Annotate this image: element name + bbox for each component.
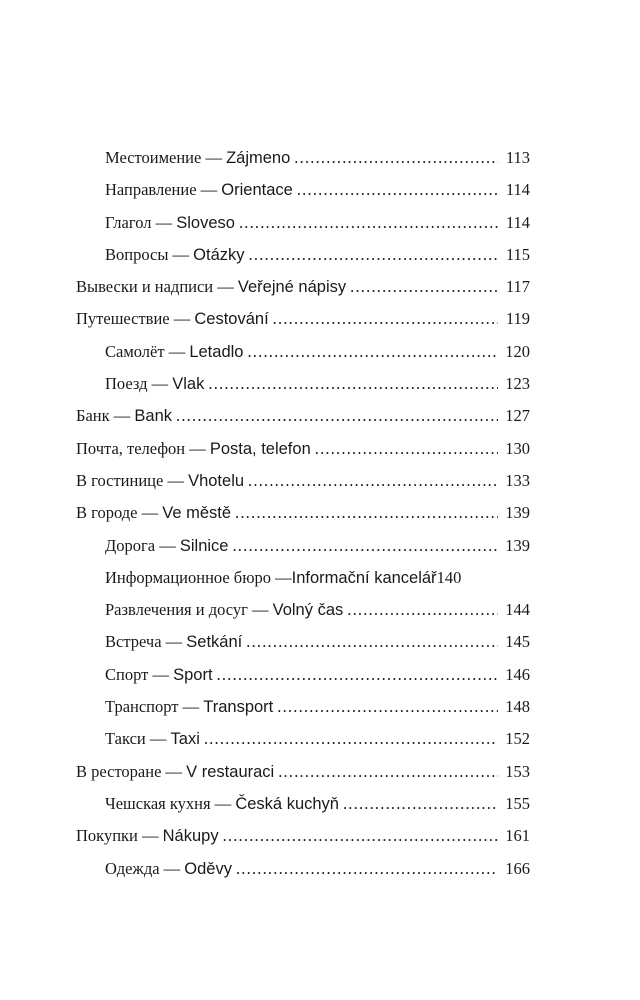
toc-entry-russian: Направление —: [105, 180, 222, 200]
toc-entry-czech: Nákupy: [162, 827, 219, 846]
toc-entry-russian: Дорога —: [105, 535, 180, 555]
toc-entry-czech: V restauraci: [186, 762, 275, 781]
toc-entry-russian: Одежда —: [105, 858, 185, 878]
toc-entry-title: [105, 368, 204, 400]
toc-entry[interactable]: [0, 820, 640, 852]
toc-entry-russian: Развлечения и досуг —: [105, 600, 273, 620]
toc-entry-czech: Bank: [134, 407, 173, 426]
dot-leader: [208, 368, 498, 400]
toc-entry-czech: Cestování: [194, 310, 269, 329]
toc-page-number: 145: [505, 632, 530, 652]
toc-entry[interactable]: [0, 142, 640, 174]
toc-entry[interactable]: [0, 562, 640, 594]
toc-entry-russian: Вопросы —: [105, 244, 194, 264]
toc-entry-czech: Ve městě: [162, 504, 232, 523]
toc-entry-title: [105, 788, 339, 820]
table-of-contents: [0, 142, 640, 885]
toc-entry-title: [105, 562, 437, 594]
toc-entry-czech: Posta, telefon: [209, 439, 311, 458]
toc-entry-russian: Спорт —: [105, 664, 174, 684]
toc-entry-title: [105, 239, 245, 271]
toc-page-number: 114: [505, 212, 530, 232]
toc-entry[interactable]: [0, 497, 640, 529]
toc-page-number: 127: [505, 406, 530, 426]
toc-entry-czech: Orientace: [221, 181, 293, 200]
toc-entry[interactable]: [0, 756, 640, 788]
toc-page-number: 119: [505, 309, 530, 329]
toc-page-number: 139: [505, 535, 530, 555]
toc-entry-russian: Информационное бюро —: [105, 567, 292, 587]
toc-entry-title: [105, 659, 213, 691]
toc-entry[interactable]: [0, 626, 640, 658]
toc-entry-czech: Vhotelu: [188, 471, 245, 490]
toc-entry-russian: Транспорт —: [105, 697, 204, 717]
toc-entry[interactable]: [0, 239, 640, 271]
toc-entry[interactable]: [0, 659, 640, 691]
toc-entry-czech: Transport: [203, 698, 274, 717]
toc-entry-russian: Вывески и надписи —: [76, 277, 238, 297]
toc-entry-russian: В гостинице —: [76, 470, 189, 490]
toc-entry-title: [105, 853, 232, 885]
toc-entry-czech: Zájmeno: [226, 149, 291, 167]
toc-entry[interactable]: [0, 691, 640, 723]
toc-entry-title: [105, 142, 290, 174]
toc-page-number: 133: [505, 470, 530, 490]
toc-entry[interactable]: [0, 271, 640, 303]
toc-page-number: 117: [505, 277, 530, 297]
toc-entry-title: [105, 691, 273, 723]
dot-leader: [223, 820, 498, 852]
toc-entry-title: [105, 530, 228, 562]
toc-entry[interactable]: [0, 174, 640, 206]
toc-page-number: 166: [505, 858, 530, 878]
dot-leader: [273, 303, 498, 335]
toc-entry[interactable]: [0, 433, 640, 465]
toc-entry-czech: Česká kuchyň: [235, 794, 339, 813]
dot-leader: [297, 174, 498, 206]
dot-leader: [236, 853, 498, 885]
dot-leader: [247, 336, 498, 368]
toc-entry-russian: В ресторане —: [76, 761, 187, 781]
dot-leader: [350, 271, 498, 303]
toc-page-number: 114: [505, 180, 530, 200]
toc-page-number: 130: [505, 438, 530, 458]
dot-leader: [217, 659, 498, 691]
toc-page-number: 161: [505, 826, 530, 846]
toc-page-number: 155: [505, 793, 530, 813]
toc-page-number: 113: [505, 148, 530, 167]
toc-entry-czech: Letadlo: [189, 342, 244, 361]
toc-entry-czech: Taxi: [170, 730, 200, 749]
toc-entry-russian: В городе —: [76, 503, 163, 523]
toc-entry[interactable]: [0, 788, 640, 820]
toc-entry-russian: Банк —: [76, 406, 135, 426]
dot-leader: [343, 788, 498, 820]
toc-entry-title: [105, 207, 235, 239]
toc-entry-czech: Sloveso: [176, 213, 235, 232]
dot-leader: [246, 626, 498, 658]
dot-leader: [347, 594, 498, 626]
dot-leader: [278, 756, 498, 788]
toc-entry-russian: Глагол —: [105, 212, 177, 232]
toc-entry-czech: Sport: [173, 665, 213, 684]
toc-page-number: 120: [505, 341, 530, 361]
dot-leader: [294, 142, 498, 174]
toc-entry-russian: Путешествие —: [76, 309, 195, 329]
toc-entry-czech: Oděvy: [184, 859, 232, 878]
toc-entry-russian: Поезд —: [105, 374, 173, 394]
dot-leader: [277, 691, 498, 723]
toc-entry[interactable]: [0, 594, 640, 626]
toc-entry-czech: Setkání: [186, 633, 243, 652]
toc-entry-title: [76, 271, 346, 303]
toc-page-number: 148: [505, 697, 530, 717]
dot-leader: [176, 400, 498, 432]
toc-page-number: 146: [505, 664, 530, 684]
toc-page-number: 152: [505, 729, 530, 749]
toc-entry-title: [105, 723, 200, 755]
toc-entry-russian: Покупки —: [76, 826, 163, 846]
toc-entry-title: [76, 497, 231, 529]
toc-entry[interactable]: [0, 303, 640, 335]
toc-entry-czech: Veřejné nápisy: [237, 278, 347, 297]
toc-page-number: 123: [505, 374, 530, 394]
toc-entry[interactable]: [0, 723, 640, 755]
dot-leader: [232, 530, 498, 562]
toc-entry-title: [76, 400, 172, 432]
toc-entry-title: [105, 174, 293, 206]
toc-entry-czech: Otázky: [193, 245, 245, 264]
toc-entry-russian: Чешская кухня —: [105, 793, 236, 813]
dot-leader: [204, 723, 498, 755]
toc-entry-title: [76, 433, 311, 465]
toc-entry-title: [76, 465, 244, 497]
toc-entry-title: [105, 594, 343, 626]
dot-leader: [315, 433, 498, 465]
toc-entry-czech: Volný čas: [272, 601, 344, 620]
toc-entry-russian: Самолёт —: [105, 341, 190, 361]
toc-entry[interactable]: [0, 530, 640, 562]
toc-entry[interactable]: [0, 368, 640, 400]
toc-entry-russian: Такси —: [105, 729, 171, 749]
toc-entry[interactable]: [0, 853, 640, 885]
toc-page-number: 140: [436, 567, 462, 587]
dot-leader: [235, 497, 498, 529]
toc-entry-title: [76, 303, 269, 335]
toc-entry[interactable]: [0, 207, 640, 239]
toc-entry[interactable]: [0, 400, 640, 432]
toc-page-number: 153: [505, 761, 530, 781]
dot-leader: [239, 207, 498, 239]
toc-entry[interactable]: [0, 465, 640, 497]
toc-entry-title: [105, 626, 242, 658]
toc-entry-title: [105, 336, 243, 368]
toc-page-number: 144: [505, 600, 530, 620]
toc-entry-russian: Встреча —: [105, 632, 187, 652]
toc-entry-title: [76, 756, 274, 788]
toc-entry-title: [76, 820, 219, 852]
dot-leader: [248, 465, 498, 497]
toc-entry-russian: Местоимение —: [105, 148, 227, 167]
toc-entry-czech: Silnice: [179, 536, 229, 555]
toc-page-number: 139: [505, 503, 530, 523]
toc-entry-czech: Informační kancelář: [291, 568, 437, 587]
toc-entry[interactable]: [0, 336, 640, 368]
dot-leader: [249, 239, 498, 271]
toc-entry-russian: Почта, телефон —: [76, 438, 210, 458]
toc-entry-czech: Vlak: [172, 375, 205, 394]
toc-page-number: 115: [505, 244, 530, 264]
